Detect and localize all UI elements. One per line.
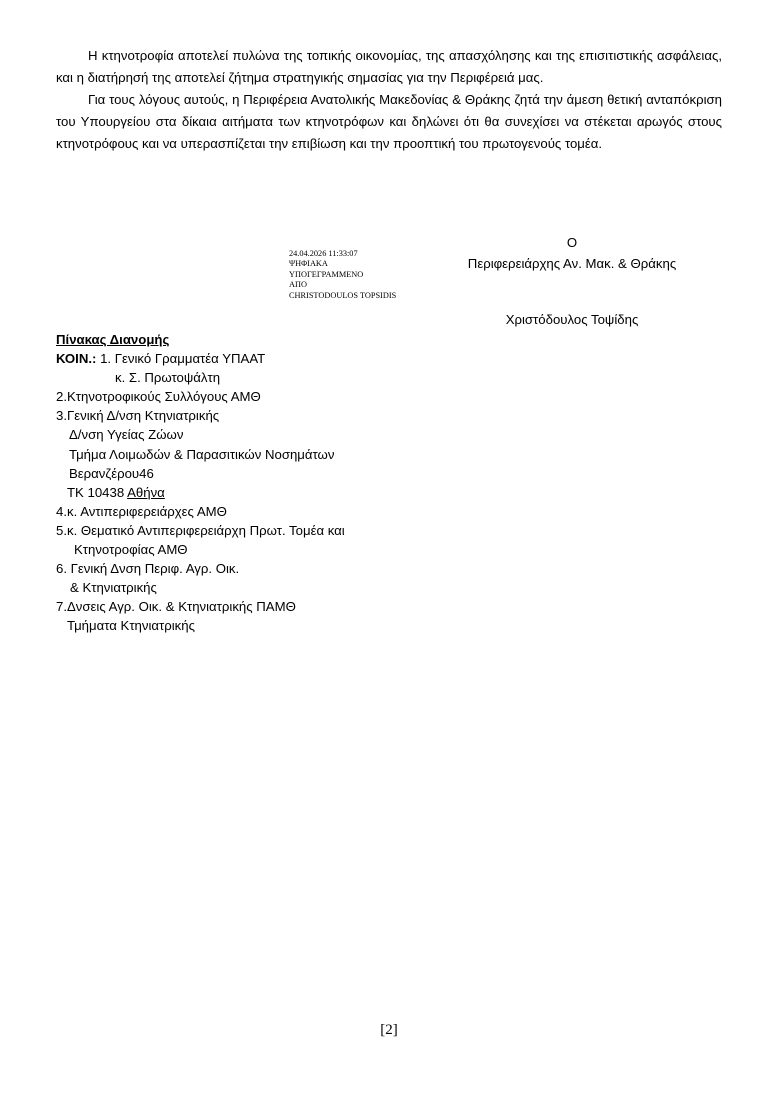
distribution-item-1-sub: κ. Σ. Πρωτοψάλτη [115, 370, 221, 386]
distribution-list [56, 330, 345, 636]
distribution-item-5-sub: Κτηνοτροφίας ΑΜΘ [74, 542, 188, 558]
distribution-postcode: ΤΚ 10438 [67, 484, 125, 500]
distribution-item-1: 1. Γενικό Γραμματέα ΥΠΑΑΤ [100, 351, 266, 367]
distribution-item-7-sub: Τμήματα Κτηνιατρικής [67, 618, 195, 634]
signatory-title: Περιφερειάρχης Αν. Μακ. & Θράκης [467, 256, 677, 271]
distribution-item-5: 5.κ. Θεματικό Αντιπεριφερειάρχη Πρωτ. Τομέα και [56, 522, 345, 538]
distribution-item-3: 3.Γενική Δ/νση Κτηνιατρικής [56, 408, 220, 424]
distribution-city: Αθήνα [127, 484, 165, 500]
signatory-article: Ο [566, 235, 578, 250]
distribution-item-2: 2.Κτηνοτροφικούς Συλλόγους ΑΜΘ [56, 389, 261, 405]
distribution-item-4: 4.κ. Αντιπεριφερειάρχες ΑΜΘ [56, 503, 227, 519]
body-paragraph-2: Για τους λόγους αυτούς, η Περιφέρεια Ανατολικής Μακεδονίας & Θράκης ζητά την άμεση θετική ανταπόκριση του Υπουργείου στα δίκαια αιτήματα των κτηνοτρόφων και δηλώνει ότι θα συνεχίσει να στέκεται αρωγός στους κτηνοτρόφους και να υπερασπίζεται την επιβίωση και την προοπτική του πρωτογενούς τομέα. [56, 92, 722, 151]
distribution-item-7: 7.Δνσεις Αγρ. Οικ. & Κτηνιατρικής ΠΑΜΘ [56, 599, 296, 615]
distribution-item-3-sub-3: Βερανζέρου46 [69, 465, 154, 481]
distribution-item-6: 6. Γενική Δνση Περιφ. Αγρ. Οικ. [56, 561, 240, 577]
distribution-item-6-sub: & Κτηνιατρικής [70, 580, 157, 596]
distribution-item-3-sub-2: Τμήμα Λοιμωδών & Παρασιτικών Νοσημάτων [69, 446, 335, 462]
signature-signer-latin: CHRISTODOULOS TOPSIDIS [289, 290, 397, 300]
digital-signature-stamp [289, 249, 396, 301]
page-number: [2] [380, 1022, 398, 1038]
signature-timestamp: 24.04.2026 11:33:07 [289, 249, 358, 258]
distribution-heading: Πίνακας Διανομής [56, 332, 170, 347]
distribution-item-3-sub-1: Δ/νση Υγείας Ζώων [69, 427, 184, 443]
body-paragraph-1: Η κτηνοτροφία αποτελεί πυλώνα της τοπικής οικονομίας, της απασχόλησης και της επισιτιστικής ασφάλειας, και η διατήρησή της αποτελεί ζήτημα στρατηγικής σημασίας για την Περιφέρειά μας. [56, 48, 722, 85]
signature-line-2: ΥΠΟΓΕΓΡΑΜΜΕΝΟ [289, 269, 364, 279]
signature-line-3: ΑΠΟ [289, 280, 307, 290]
signature-line-1: ΨΗΦΙΑΚΑ [289, 259, 328, 269]
signatory-name: Χριστόδουλος Τοψίδης [505, 312, 639, 327]
koin-label: ΚΟΙΝ.: [56, 351, 97, 367]
